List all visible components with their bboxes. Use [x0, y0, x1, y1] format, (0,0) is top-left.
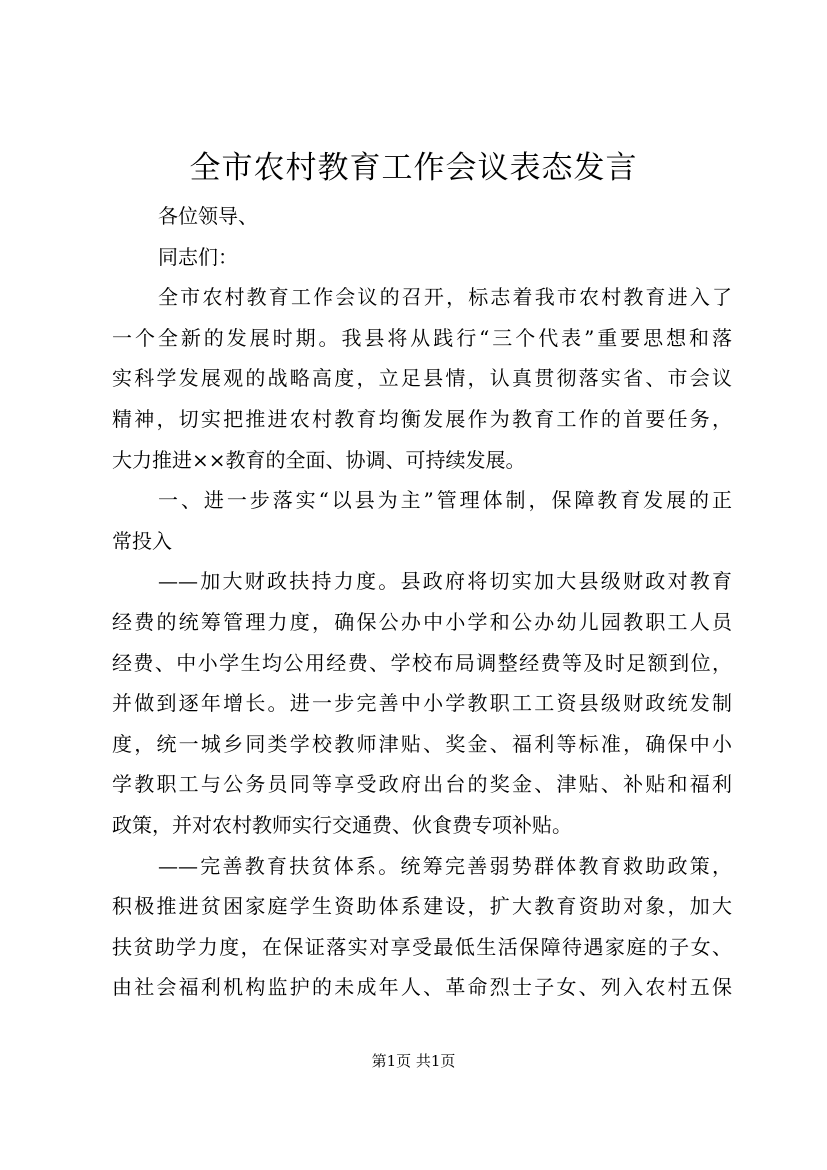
paragraph-line: ——加大财政扶持力度。县政府将切实加大县级财政对教育 [158, 569, 732, 594]
paragraph-line: 学教职工与公务员同等享受政府出台的奖金、津贴、补贴和福利 [112, 772, 732, 797]
paragraph-line: 政策，并对农村教师实行交通费、伙食费专项补贴。 [112, 812, 572, 837]
paragraph-line: 一个全新的发展时期。我县将从践行“三个代表”重要思想和落 [112, 325, 732, 350]
document-body [112, 196, 732, 1008]
paragraph-line: 大力推进××教育的全面、协调、可持续发展。 [112, 447, 526, 472]
paragraph-line: 全市农村教育工作会议的召开，标志着我市农村教育进入了 [158, 285, 732, 310]
paragraph-line: 由社会福利机构监护的未成年人、革命烈士子女、列入农村五保 [112, 975, 732, 1000]
salutation-line: 各位领导、 [158, 204, 258, 228]
document-title: 全市农村教育工作会议表态发言 [189, 150, 638, 186]
paragraph-line: 经费、中小学生均公用经费、学校布局调整经费等及时足额到位， [112, 650, 732, 675]
page-number-footer: 第1页 共1页 [371, 1052, 456, 1070]
paragraph-line: ——完善教育扶贫体系。统筹完善弱势群体教育救助政策， [158, 853, 732, 878]
section-heading-line: 一、进一步落实“以县为主”管理体制，保障教育发展的正 [158, 488, 732, 513]
salutation-line: 同志们： [158, 244, 238, 269]
paragraph-line: 经费的统筹管理力度，确保公办中小学和公办幼儿园教职工人员 [112, 609, 732, 634]
section-heading-line: 常投入 [112, 528, 172, 553]
paragraph-line: 积极推进贫困家庭学生资助体系建设，扩大教育资助对象，加大 [112, 894, 732, 919]
paragraph-line: 精神，切实把推进农村教育均衡发展作为教育工作的首要任务， [112, 406, 732, 431]
paragraph-line: 并做到逐年增长。进一步完善中小学教职工工资县级财政统发制 [112, 691, 732, 716]
paragraph-line: 扶贫助学力度，在保证落实对享受最低生活保障待遇家庭的子女、 [112, 934, 732, 959]
paragraph-line: 实科学发展观的战略高度，立足县情，认真贯彻落实省、市会议 [112, 366, 732, 391]
paragraph-line: 度，统一城乡同类学校教师津贴、奖金、福利等标准，确保中小 [112, 731, 732, 756]
